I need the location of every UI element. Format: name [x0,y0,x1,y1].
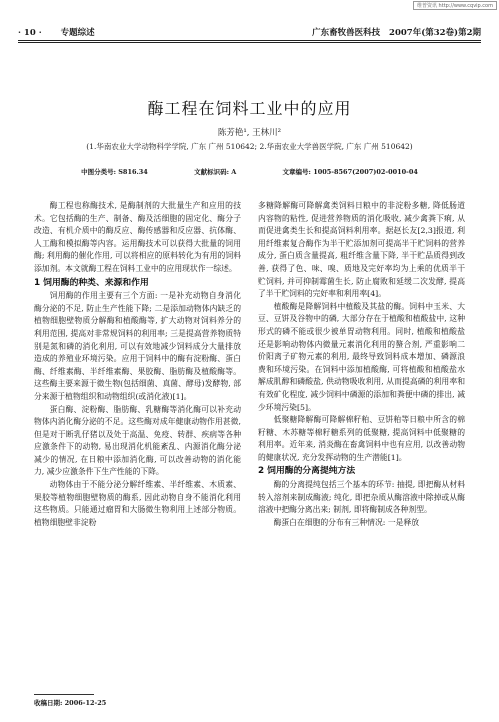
body-paragraph: 酶蛋白在细胞的分布有三种情况: 一是释放 [273,517,420,527]
article-authors: 陈芳艳¹, 王林川² [217,128,282,138]
journal-name: 广东畜牧兽医科技 [312,28,381,38]
footnote-rule [34,694,94,695]
body-paragraph: 蛋白酶、淀粉酶、脂肪酶、乳糖酶等消化酶可以补充动物体内消化酶分泌的不足。这些酶对成年健康动物作用甚微, 但是对于断乳仔猪以及处于高温、免疫、转群、疾病等各种应激条件下的动物, 易出现消化机能紊乱、内源消化酶分泌减少的情况, 在日粮中添加消化酶, 可以改善动物的消化能力, 减少应激条件下生产性能的下降。 [34,404,241,477]
body-paragraph: 多糖降解酶可降解禽类饲料日粮中的非淀粉多糖, 降低肠道内容物的粘性, 促进营养物质的消化吸收, 减少禽粪下痢, 从而促进禽类生长和提高饲料利用率。据赵长友[2,3]报道, 利用纤维素复合酶作为半干贮添加剂可提高半干贮饲料的营养成分, 蛋白质含量提高, 粗纤维含量下降, 半干贮品质得到改善, 获得了色、味、嗅、质地及完好率均为上乘的优质半干贮饲料, 并可抑制霉菌生长, 防止腐败和延缓二次发酵, 提高了半干贮饲料的完好率和利用率[4]。 [258,201,465,299]
intro-paragraph: 酶工程也称酶技术, 是酶制剂的大批量生产和应用的技术。它包括酶的生产、制备、酶及活细胞的固定化、酶分子改造、有机介质中的酶反应、酶传感器和反应器、抗体酶、人工酶和模拟酶等内容。运用酶技术可以获得大批量的饲用酶; 利用酶的催化作用, 可以将相应的原料转化为有用的饲料添加剂。本文就酶工程在饲料工业中的应用现状作一综述。 [34,201,241,273]
clc-number: 中图分类号: S816.34 [81,168,148,176]
right-column [258,200,465,529]
watermark: 维普资讯 http://www.cqvip.com [413,1,497,10]
section-label: 专题综述 [60,28,95,38]
article-number: 文章编号: 1005-8567(2007)02-0010-04 [282,168,418,176]
header-rule-thin [18,42,481,43]
header-rule [18,40,481,41]
body-paragraph: 植酸酶是降解饲料中植酸及其盐的酶。饲料中玉米、大豆、豆饼及谷物中的磷, 大部分存在于植酸和植酸盐中, 这种形式的磷不能或很少被单胃动物利用。同时, 植酸和植酸盐还是影响动物体内微量元素消化利用的螯合剂, 严重影响二价阳离子矿物元素的利用, 最终导致饲料成本增加、磷源浪费和环境污染。在饲料中添加植酸酶, 可将植酸和植酸盐水解成肌醇和磷酸盐, 供动物吸收利用, 从而提高磷的利用率和有效矿化程度, 减少饲料中磷源的添加和粪便中磷的排出, 减少环境污染[5]。 [258,301,465,412]
page-number: · 10 · [18,28,42,38]
body-paragraph: 低聚糖降解酶可降解棉籽粕、豆饼粕等日粮中所含的棉籽糖、木苏糖等棉籽糖系列的低聚糖, 提高饲料中低聚糖的利用率。近年来, 消炎酶在畜禽饲料中也有应用, 以改善动物的健康状况, 充分发挥动物的生产潜能[1]。 [258,415,465,462]
article-title: 酶工程在饲料工业中的应用 [147,99,352,118]
body-paragraph: 动物体由于不能分泌分解纤维素、半纤维素、木质素、果胶等植物细胞壁物质的酶系, 因此动物自身不能消化利用这些物质。只能通过瘤胃和大肠微生物利用上述部分物质。植物细胞壁非淀粉 [34,480,241,527]
left-column [34,200,241,529]
header-right [306,26,481,38]
section-heading-1: 1 饲用酶的种类、来源和作用 [34,277,149,288]
article-affiliation: (1.华南农业大学动物科学学院, 广东 广州 510642; 2.华南农业大学兽医学院, 广东 广州 510642) [86,142,413,151]
section-heading-2: 2 饲用酶的分离提纯方法 [258,466,356,477]
issue-info: 2007年(第32卷)第2期 [389,28,481,38]
body-paragraph: 饲用酶的作用主要有三个方面: 一是补充动物自身消化酶分泌的不足, 防止生产性能下降; 二是添加动物体内缺乏的植物细胞壁物质分解酶和植酸酶等, 扩大动物对饲料养分的利用范围, 提高对非常规饲料的利用率; 三是提高营养物质特别是氮和磷的消化利用, 可以有效地减少饲料成分大量排放造成的养殖业环境污染。应用于饲料中的酶有淀粉酶、蛋白酶、纤维素酶、半纤维素酶、果胶酶、脂肪酶及植酸酶等。这些酶主要来源于微生物(包括细菌、真菌、酵母)发酵物, 部分来源于植物组织和动物组织(或消化液)[1]。 [34,291,241,401]
header-left [18,26,111,38]
running-header [18,18,481,38]
body-paragraph: 酶的分离提纯包括三个基本的环节: 抽提, 即把酶从材料转入溶剂来制成酶液; 纯化, 即把杂质从酶溶液中除掉或从酶溶液中把酶分离出来; 制剂, 即将酶制成各种剂型。 [258,480,465,515]
received-date: 收稿日期: 2006-12-25 [34,699,107,707]
article-meta [0,167,499,176]
doc-code: 文献标识码: A [194,168,237,176]
